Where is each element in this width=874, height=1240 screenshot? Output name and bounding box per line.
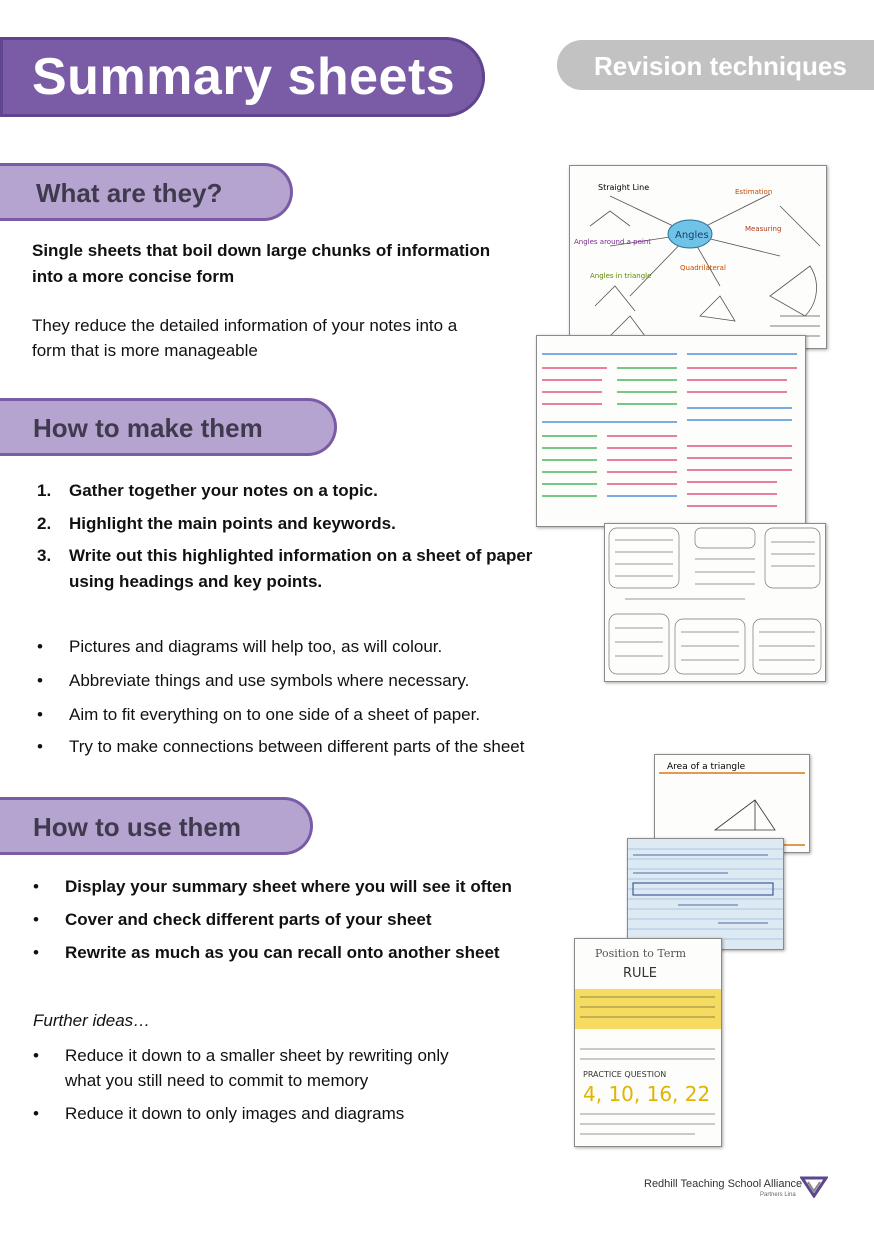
angles-label: Quadrilateral — [680, 264, 726, 272]
footer-motto: Partners Lina — [760, 1192, 796, 1198]
section-heading-make: How to make them — [33, 413, 263, 443]
bullet-dot: • — [37, 705, 43, 724]
step-text: Write out this highlighted information on a sheet of paper — [69, 546, 533, 565]
bullet-dot: • — [37, 637, 43, 656]
angles-center-label: Angles — [675, 230, 709, 241]
alliance-logo-icon — [800, 1174, 828, 1198]
pencil-notes-drawing — [605, 524, 825, 681]
footer-org: Redhill Teaching School Alliance — [644, 1178, 803, 1190]
step-text: Highlight the main points and keywords. — [69, 514, 396, 533]
step-number: 1. — [37, 481, 52, 500]
use-item: Rewrite as much as you can recall onto another sheet — [65, 943, 500, 962]
position-to-term-image — [574, 938, 722, 1147]
ptr-sequence: 4, 10, 16, 22 — [583, 1082, 711, 1106]
quadratic-notes-drawing — [628, 839, 783, 949]
step-number: 2. — [37, 514, 52, 533]
angles-label: Estimation — [735, 188, 773, 196]
ptr-title: Position to Term — [595, 947, 687, 960]
page-title: Summary sheets — [32, 48, 456, 106]
angles-mindmap-image — [569, 165, 827, 349]
tip-item: Abbreviate things and use symbols where necessary. — [69, 671, 470, 690]
what-text-line1: They reduce the detailed information of your notes into a — [32, 316, 458, 335]
what-bold-line1: Single sheets that boil down large chunks of information — [32, 241, 491, 260]
further-item: Reduce it down to only images and diagrams — [65, 1104, 405, 1123]
angles-label: Measuring — [745, 225, 782, 233]
step-number: 3. — [37, 546, 52, 565]
angles-mindmap-drawing — [570, 166, 826, 348]
further-item-cont: what you still need to commit to memory — [65, 1071, 369, 1090]
position-to-term-drawing — [575, 939, 721, 1146]
angles-label: Straight Line — [598, 183, 650, 192]
use-item: Display your summary sheet where you will see it often — [65, 877, 512, 896]
ptr-rule: RULE — [623, 966, 658, 981]
bullet-dot: • — [33, 910, 39, 929]
further-heading: Further ideas… — [33, 1011, 151, 1030]
bullet-dot: • — [33, 943, 39, 962]
use-item: Cover and check different parts of your sheet — [65, 910, 432, 929]
angles-label: Angles around a point — [574, 238, 651, 246]
urban-rural-notes-image — [536, 335, 806, 527]
angles-label: Angles in triangle — [590, 272, 652, 280]
ptr-question: PRACTICE QUESTION — [583, 1070, 667, 1079]
bullet-dot: • — [37, 737, 43, 756]
bullet-dot: • — [37, 671, 43, 690]
further-item: Reduce it down to a smaller sheet by rewriting only — [65, 1046, 449, 1065]
what-bold-line2: into a more concise form — [32, 267, 235, 286]
section-heading-use: How to use them — [33, 812, 242, 842]
what-text-line2: form that is more manageable — [32, 341, 258, 360]
bullet-dot: • — [33, 1046, 39, 1065]
category-tag-label: Revision techniques — [594, 51, 847, 81]
bullet-dot: • — [33, 1104, 39, 1123]
tip-item: Aim to fit everything on to one side of a sheet of paper. — [69, 705, 481, 724]
step-text: Gather together your notes on a topic. — [69, 481, 378, 500]
urban-rural-notes-drawing — [537, 336, 805, 526]
tip-item: Pictures and diagrams will help too, as will colour. — [69, 637, 443, 656]
bullet-dot: • — [33, 877, 39, 896]
pencil-notes-image — [604, 523, 826, 682]
section-heading-what: What are they? — [36, 178, 223, 208]
step-text-cont: using headings and key points. — [69, 572, 323, 591]
quadratic-notes-image — [627, 838, 784, 950]
tip-item: Try to make connections between different parts of the sheet — [69, 737, 525, 756]
triangle-area-title: Area of a triangle — [667, 762, 746, 772]
